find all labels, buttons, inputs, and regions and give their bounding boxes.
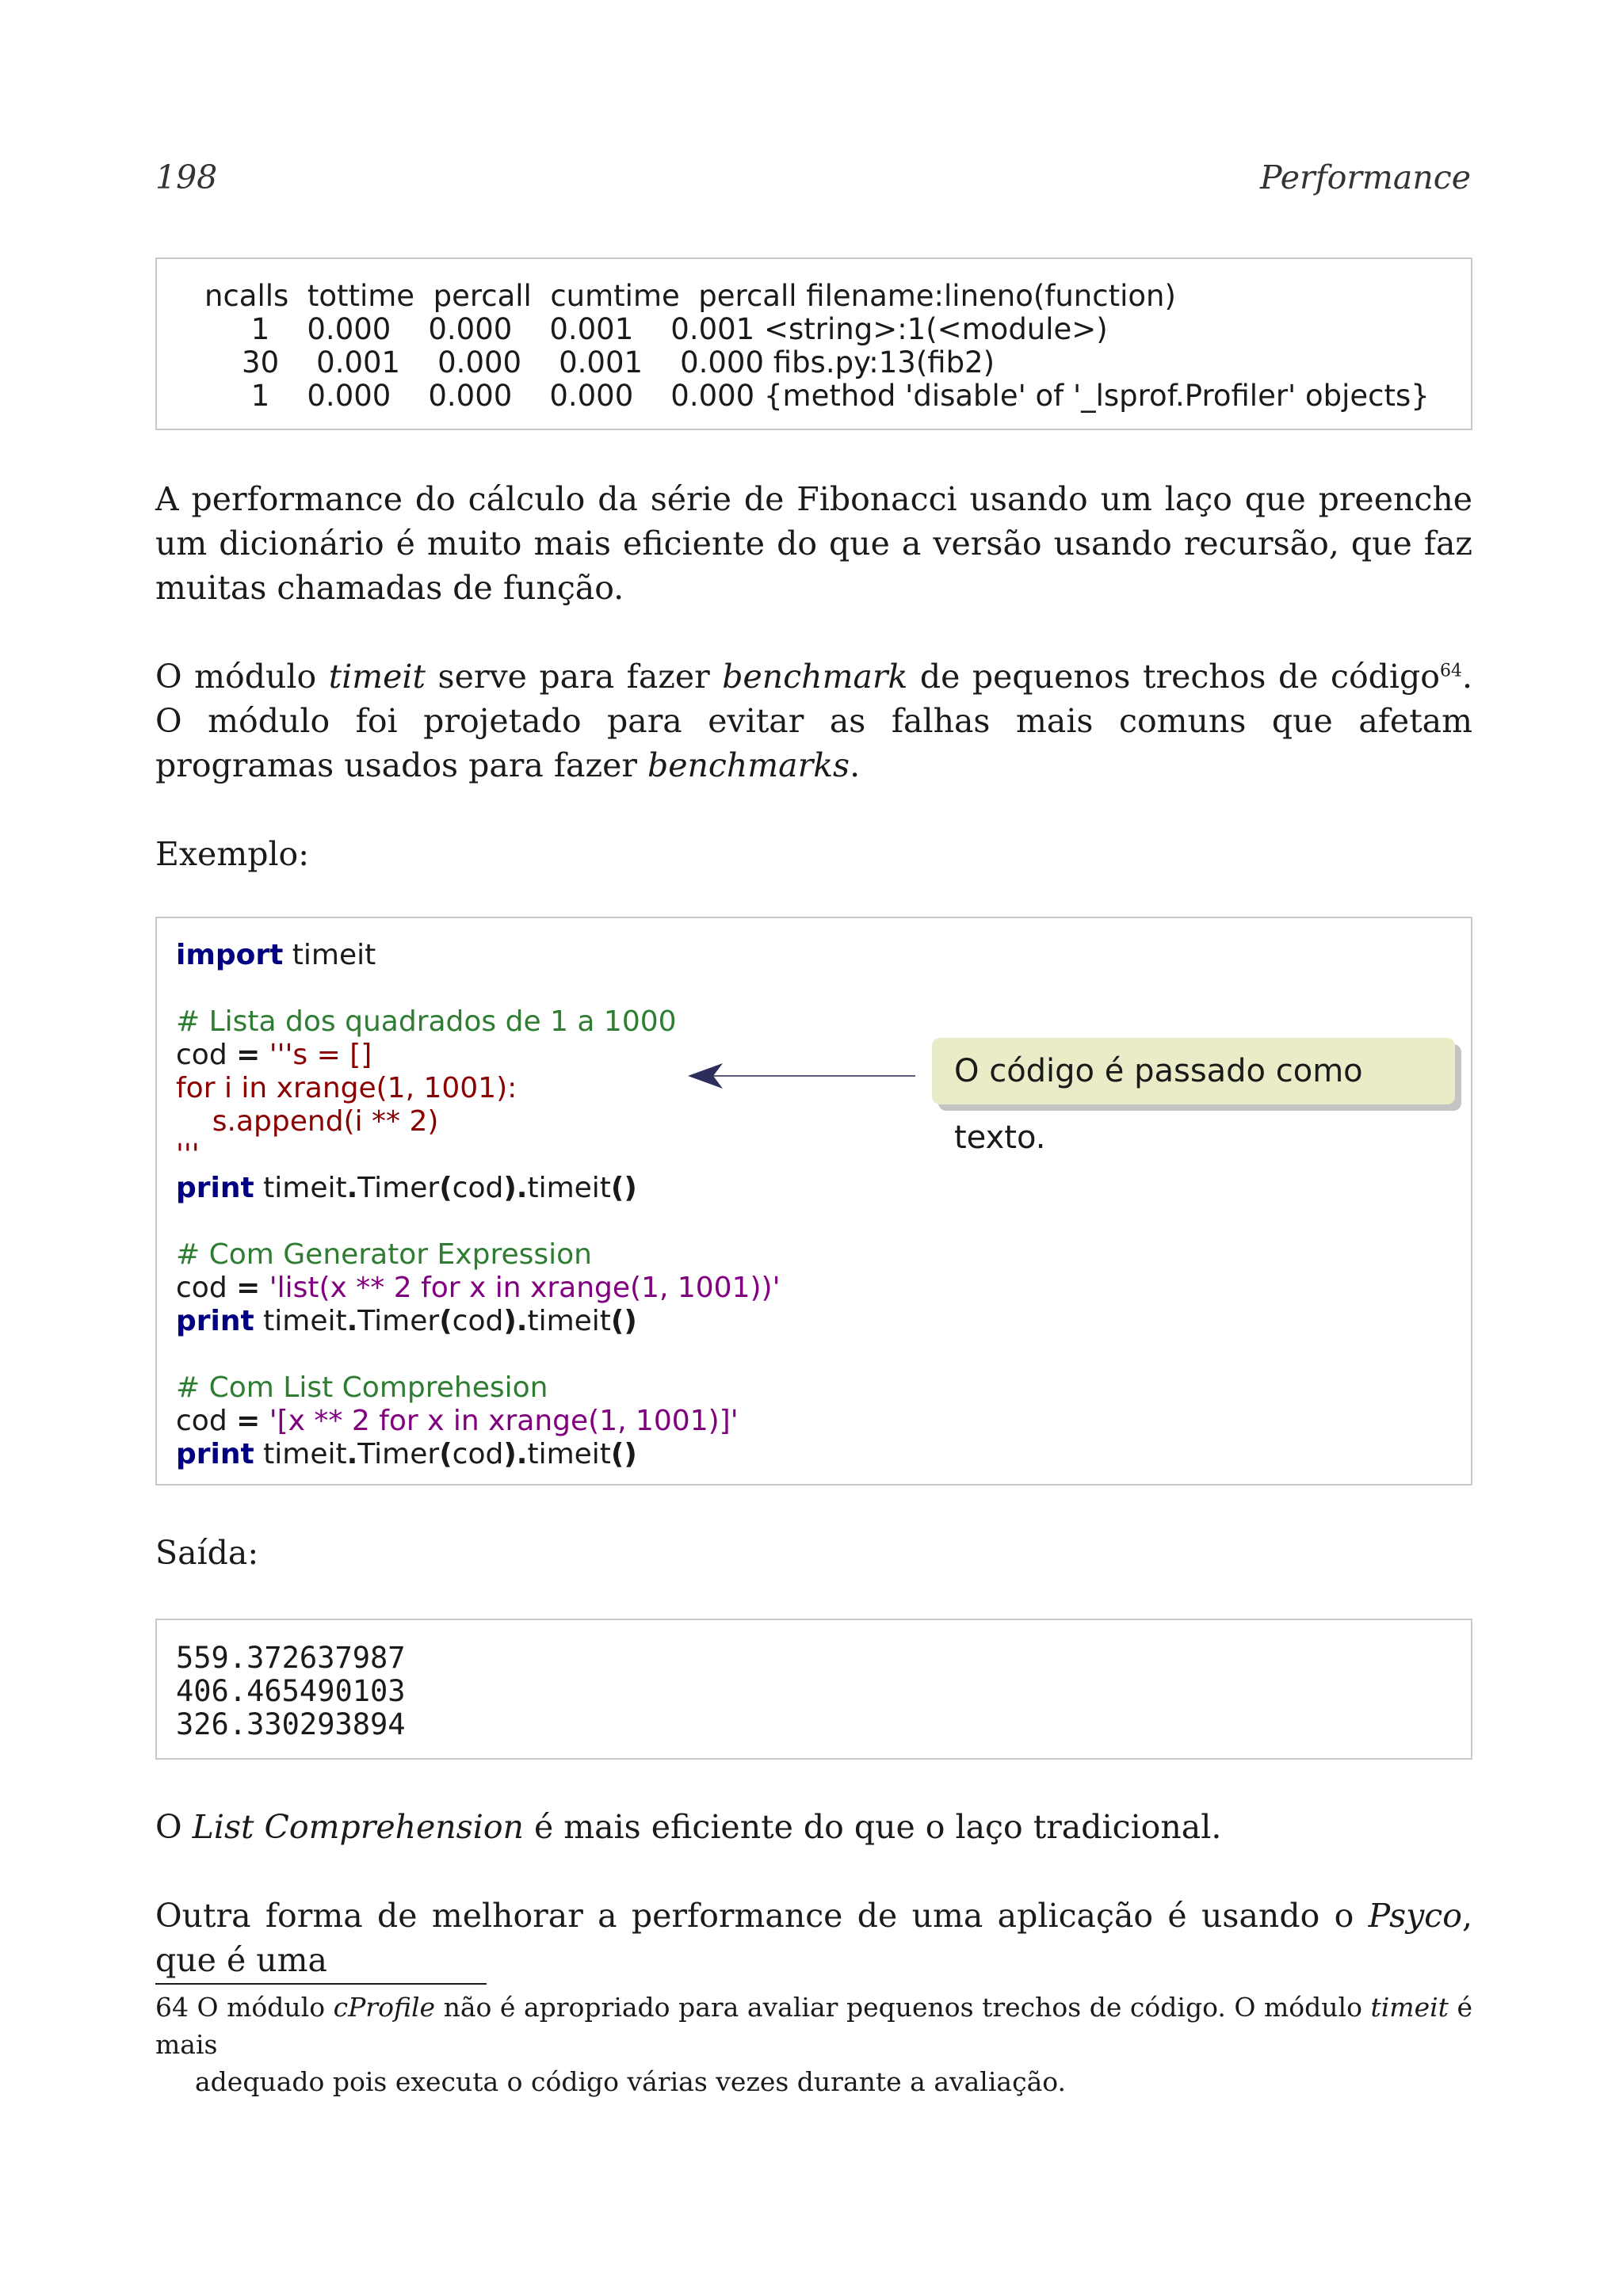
code-comment: # Com Generator Expression <box>176 1238 592 1271</box>
code-line: import timeit <box>176 939 376 971</box>
code-comment: # Com List Comprehesion <box>176 1371 548 1404</box>
profile-row: 1 0.000 0.000 0.001 0.001 <string>:1(<module>) <box>204 312 1108 346</box>
code-line: ''' <box>176 1138 200 1171</box>
code-line: for i in xrange(1, 1001): <box>176 1072 517 1104</box>
output-line: 326.330293894 <box>176 1707 406 1741</box>
profile-output-box <box>155 257 1472 430</box>
output-line: 406.465490103 <box>176 1674 406 1708</box>
profile-header-line: ncalls tottime percall cumtime percall filename:lineno(function) <box>204 279 1176 313</box>
paragraph-timeit: O módulo timeit serve para fazer benchmark de pequenos trechos de código$^{64}$. O módulo foi projetado para evitar as falhas mais comuns que afetam programas usados para fazer benchmarks. <box>155 658 1472 784</box>
callout-arrow-icon <box>682 1054 919 1101</box>
code-line: cod = '[x ** 2 for x in xrange(1, 1001)]' <box>176 1405 739 1437</box>
output-box <box>155 1619 1472 1760</box>
chapter-title: Performance <box>1259 158 1471 196</box>
output-line: 559.372637987 <box>176 1641 406 1675</box>
code-line: print timeit.Timer(cod).timeit() <box>176 1438 637 1470</box>
profile-row: 1 0.000 0.000 0.000 0.000 {method 'disable' of '_lsprof.Profiler' objects} <box>204 379 1430 413</box>
page-number: 198 <box>155 158 218 196</box>
example-label: Exemplo: <box>155 835 310 873</box>
paragraph-list-comprehension: O List Comprehension é mais eficiente do que o laço tradicional. <box>155 1808 1222 1846</box>
code-line: print timeit.Timer(cod).timeit() <box>176 1305 637 1337</box>
code-line: s.append(i ** 2) <box>176 1105 439 1138</box>
footnote-ref: 64 <box>1439 661 1462 681</box>
output-label: Saída: <box>155 1534 259 1572</box>
code-line: cod = 'list(x ** 2 for x in xrange(1, 1001))' <box>176 1272 781 1304</box>
paragraph-psyco: Outra forma de melhorar a performance de uma aplicação é usando o Psyco, que é uma <box>155 1897 1472 1979</box>
paragraph-fibonacci: A performance do cálculo da série de Fibonacci usando um laço que preenche um dicionário é muito mais eficiente do que a versão usando recursão, que faz muitas chamadas de função. <box>155 480 1472 607</box>
code-line: print timeit.Timer(cod).timeit() <box>176 1172 637 1204</box>
footnote: 64 O módulo cProfile não é apropriado para avaliar pequenos trechos de código. O módulo timeit é mais adequado pois executa o código várias vezes durante a avaliação. <box>155 1992 1472 2097</box>
code-comment: # Lista dos quadrados de 1 a 1000 <box>176 1005 677 1038</box>
profile-row: 30 0.001 0.000 0.001 0.000 fibs.py:13(fib2) <box>204 345 995 379</box>
footnote-divider <box>155 1983 487 1985</box>
code-line: cod = '''s = [] <box>176 1039 372 1071</box>
code-example-box <box>155 917 1472 1486</box>
footnote-number: 64 <box>155 1992 189 2023</box>
callout-note: O código é passado como texto. <box>932 1038 1455 1104</box>
